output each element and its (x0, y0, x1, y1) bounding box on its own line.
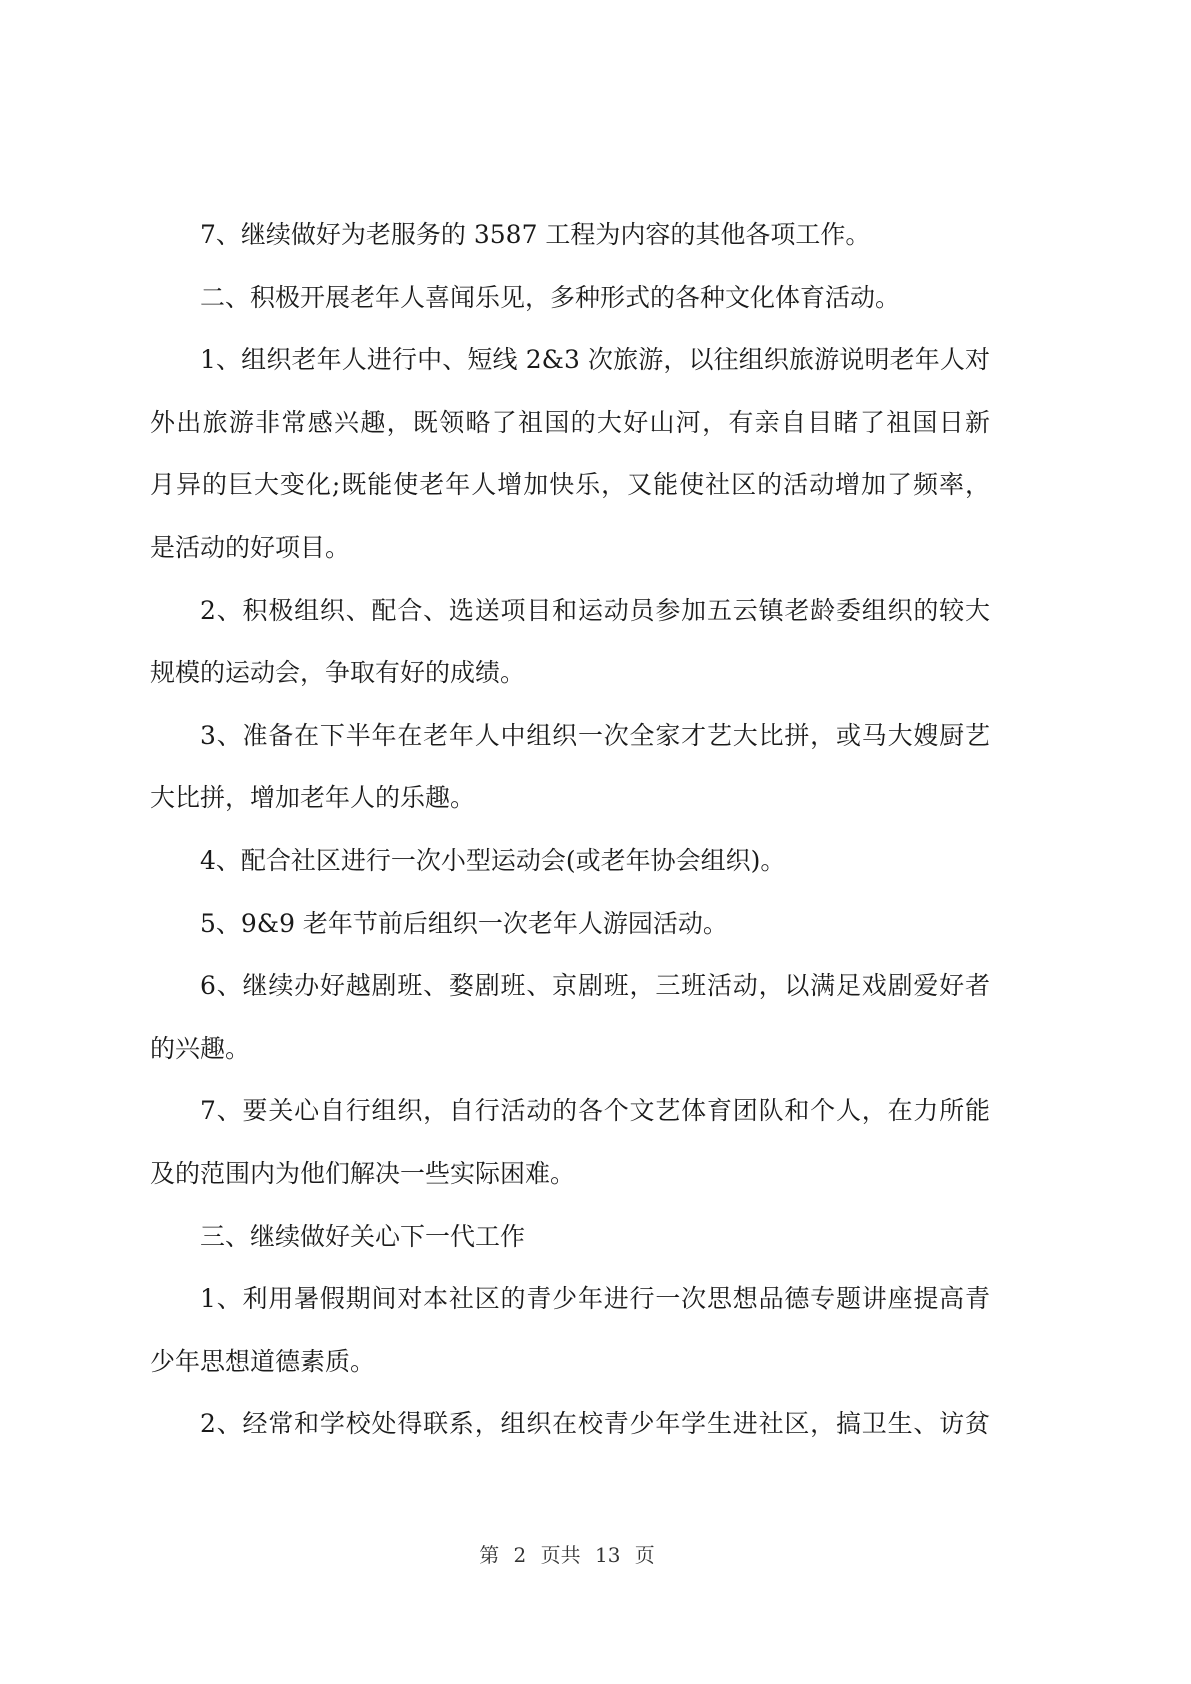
text-line: 外出旅游非常感兴趣，既领略了祖国的大好山河，有亲自目睹了祖国日新 (150, 407, 990, 437)
text-line: 的兴趣。 (150, 1033, 251, 1063)
paragraph (150, 1393, 990, 1456)
document-body (150, 204, 990, 1456)
paragraph (150, 705, 990, 830)
page-footer: 第 2 页共 13 页 (479, 1543, 655, 1567)
text-line: 规模的运动会，争取有好的成绩。 (150, 658, 526, 688)
text-line: 是活动的好项目。 (150, 532, 351, 562)
text-line: 大比拼，增加老年人的乐趣。 (150, 783, 476, 813)
text-line: 月异的巨大变化;既能使老年人增加快乐，又能使社区的活动增加了频率， (150, 470, 990, 500)
paragraph (150, 955, 990, 1080)
text-line: 2、积极组织、配合、选送项目和运动员参加五云镇老龄委组织的较大 (200, 595, 990, 625)
paragraph (150, 1080, 990, 1205)
text-line: 及的范围内为他们解决一些实际困难。 (150, 1158, 576, 1188)
text-line: 7、继续做好为老服务的 3587 工程为内容的其他各项工作。 (200, 220, 871, 249)
text-line: 6、继续办好越剧班、婺剧班、京剧班，三班活动，以满足戏剧爱好者 (200, 971, 990, 1001)
text-line: 4、配合社区进行一次小型运动会(或老年协会组织)。 (200, 845, 786, 875)
paragraph (150, 1206, 990, 1269)
paragraph (150, 893, 990, 956)
text-line: 1、利用暑假期间对本社区的青少年进行一次思想品德专题讲座提高青 (200, 1284, 990, 1314)
text-line: 7、要关心自行组织，自行活动的各个文艺体育团队和个人，在力所能 (200, 1096, 990, 1126)
paragraph (150, 830, 990, 893)
text-line: 1、组织老年人进行中、短线 2&3 次旅游，以往组织旅游说明老年人对 (200, 345, 990, 375)
paragraph (150, 267, 990, 330)
paragraph (150, 204, 990, 267)
paragraph (150, 580, 990, 705)
text-line: 三、继续做好关心下一代工作 (200, 1221, 526, 1251)
paragraph (150, 329, 990, 579)
text-line: 2、经常和学校处得联系，组织在校青少年学生进社区，搞卫生、访贫 (200, 1409, 990, 1439)
text-line: 3、准备在下半年在老年人中组织一次全家才艺大比拼，或马大嫂厨艺 (200, 720, 990, 750)
text-line: 5、9&9 老年节前后组织一次老年人游园活动。 (200, 908, 728, 938)
text-line: 少年思想道德素质。 (150, 1346, 376, 1376)
text-line: 二、积极开展老年人喜闻乐见，多种形式的各种文化体育活动。 (200, 282, 901, 312)
paragraph (150, 1268, 990, 1393)
